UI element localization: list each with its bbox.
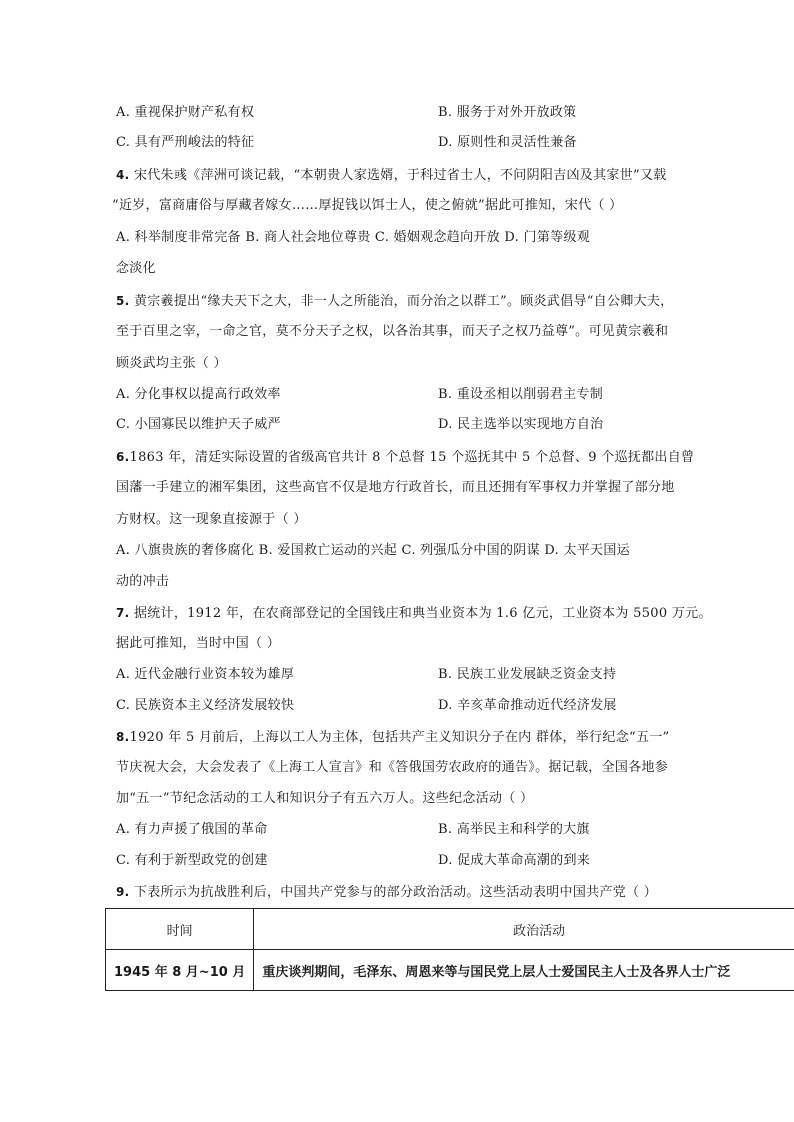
- q7-option-d: D. 辛亥革命推动近代经济发展: [438, 698, 617, 713]
- q5-stem-line1: 5. 黄宗羲提出“缘夫天下之大，非一人之所能治，而分治之以群工”。顾炎武倡导“自公卿大夫，: [116, 294, 674, 309]
- q7-option-c: C. 民族资本主义经济发展较快: [116, 698, 295, 713]
- q6-stem-line3: 方财权。这一现象直接源于（ ）: [116, 512, 307, 527]
- table-cell-activity: 重庆谈判期间，毛泽东、周恩来等与国民党上层人士爱国民主人士及各界人士广泛: [254, 950, 794, 991]
- table-row: [106, 950, 794, 991]
- q4-number: 4.: [116, 168, 130, 182]
- q5-option-b: B. 重设丞相以削弱君主专制: [438, 387, 604, 402]
- q9-table: [105, 908, 794, 991]
- q7-option-a: A. 近代金融行业资本较为雄厚: [116, 667, 295, 682]
- q6-stem-line2: 国藩一手建立的湘军集团，这些高官不仅是地方行政首长，而且还拥有军事权力并掌握了部分地: [116, 480, 675, 495]
- q5-option-d: D. 民主选举以实现地方自治: [438, 417, 604, 432]
- q4-stem-line2: “近岁，富商庸俗与厚藏者嫁女……厚捉钱以饵士人，使之俯就”据此可推知，宋代（ ）: [112, 198, 623, 213]
- q9-stem-line1: 9. 下表所示为抗战胜利后，中国共产党参与的部分政治活动。这些活动表明中国共产党（ ）: [116, 885, 658, 900]
- q7-stem-line1: 7. 据统计，1912 年，在农商部登记的全国钱庄和典当业资本为 1.6 亿元，工业资本为 5500 万元。: [116, 606, 712, 621]
- q6-options: A. 八旗贵族的奢侈腐化 B. 爱国救亡运动的兴起 C. 列强瓜分中国的阴谋 D. 太平天国运: [116, 543, 630, 558]
- q3-option-d: D. 原则性和灵活性兼备: [438, 135, 577, 150]
- q9-number: 9.: [116, 885, 130, 899]
- q4-stem-line1: 4. 宋代朱彧《萍洲可谈记载，“本朝贵人家选婿，于科过省士人，不问阴阳吉凶及其家世”又载: [116, 168, 667, 183]
- q8-stem-line3: 加“五一”节纪念活动的工人和知识分子有五六万人。这些纪念活动（ ）: [116, 791, 534, 806]
- table-header-activity: 政治活动: [254, 909, 794, 950]
- q8-option-a: A. 有力声援了俄国的革命: [116, 822, 268, 837]
- q6-number: 6.: [116, 450, 130, 464]
- q8-option-b: B. 高举民主和科学的大旗: [438, 822, 590, 837]
- table-header-row: [106, 909, 794, 950]
- q5-option-c: C. 小国寡民以维护天子威严: [116, 417, 281, 432]
- q8-stem-line1: 8.1920 年 5 月前后，上海以工人为主体，包括共产主义知识分子在内 群体，举行纪念“五一”: [116, 730, 670, 745]
- q5-stem-line3: 顾炎武均主张（ ）: [116, 356, 227, 371]
- q7-number: 7.: [116, 606, 130, 620]
- q6-options-cont: 动的冲击: [116, 574, 170, 589]
- q8-stem-line2: 节庆祝大会，大会发表了《上海工人宣言》和《答俄国劳农政府的通告》。据记载，全国各地参: [116, 760, 669, 775]
- q3-option-b: B. 服务于对外开放政策: [438, 105, 577, 120]
- q8-option-d: D. 促成大革命高潮的到来: [438, 853, 591, 868]
- table-cell-time: 1945 年 8 月~10 月: [106, 950, 254, 991]
- q3-option-c: C. 具有严刑峻法的特征: [116, 135, 255, 150]
- q7-stem-line2: 据此可推知，当时中国（ ）: [116, 636, 281, 651]
- q4-options: A. 科举制度非常完备 B. 商人社会地位尊贵 C. 婚姻观念趋向开放 D. 门第等级观: [116, 230, 591, 245]
- q5-number: 5.: [116, 294, 130, 308]
- table-header-time: 时间: [106, 909, 254, 950]
- q8-number: 8.: [116, 730, 130, 744]
- q3-option-a: A. 重视保护财产私有权: [116, 105, 255, 120]
- q5-option-a: A. 分化事权以提高行政效率: [116, 387, 281, 402]
- q4-options-cont: 念淡化: [116, 261, 156, 276]
- q5-stem-line2: 至于百里之宰，一命之官，莫不分天子之权，以各治其事，而天子之权乃益尊”。可见黄宗羲和: [116, 324, 669, 339]
- q8-option-c: C. 有利于新型政党的创建: [116, 853, 268, 868]
- q6-stem-line1: 6.1863 年，清廷实际设置的省级高官共计 8 个总督 15 个巡抚其中 5 个总督、9 个巡抚都出自曾: [116, 450, 695, 465]
- q7-option-b: B. 民族工业发展缺乏资金支持: [438, 667, 617, 682]
